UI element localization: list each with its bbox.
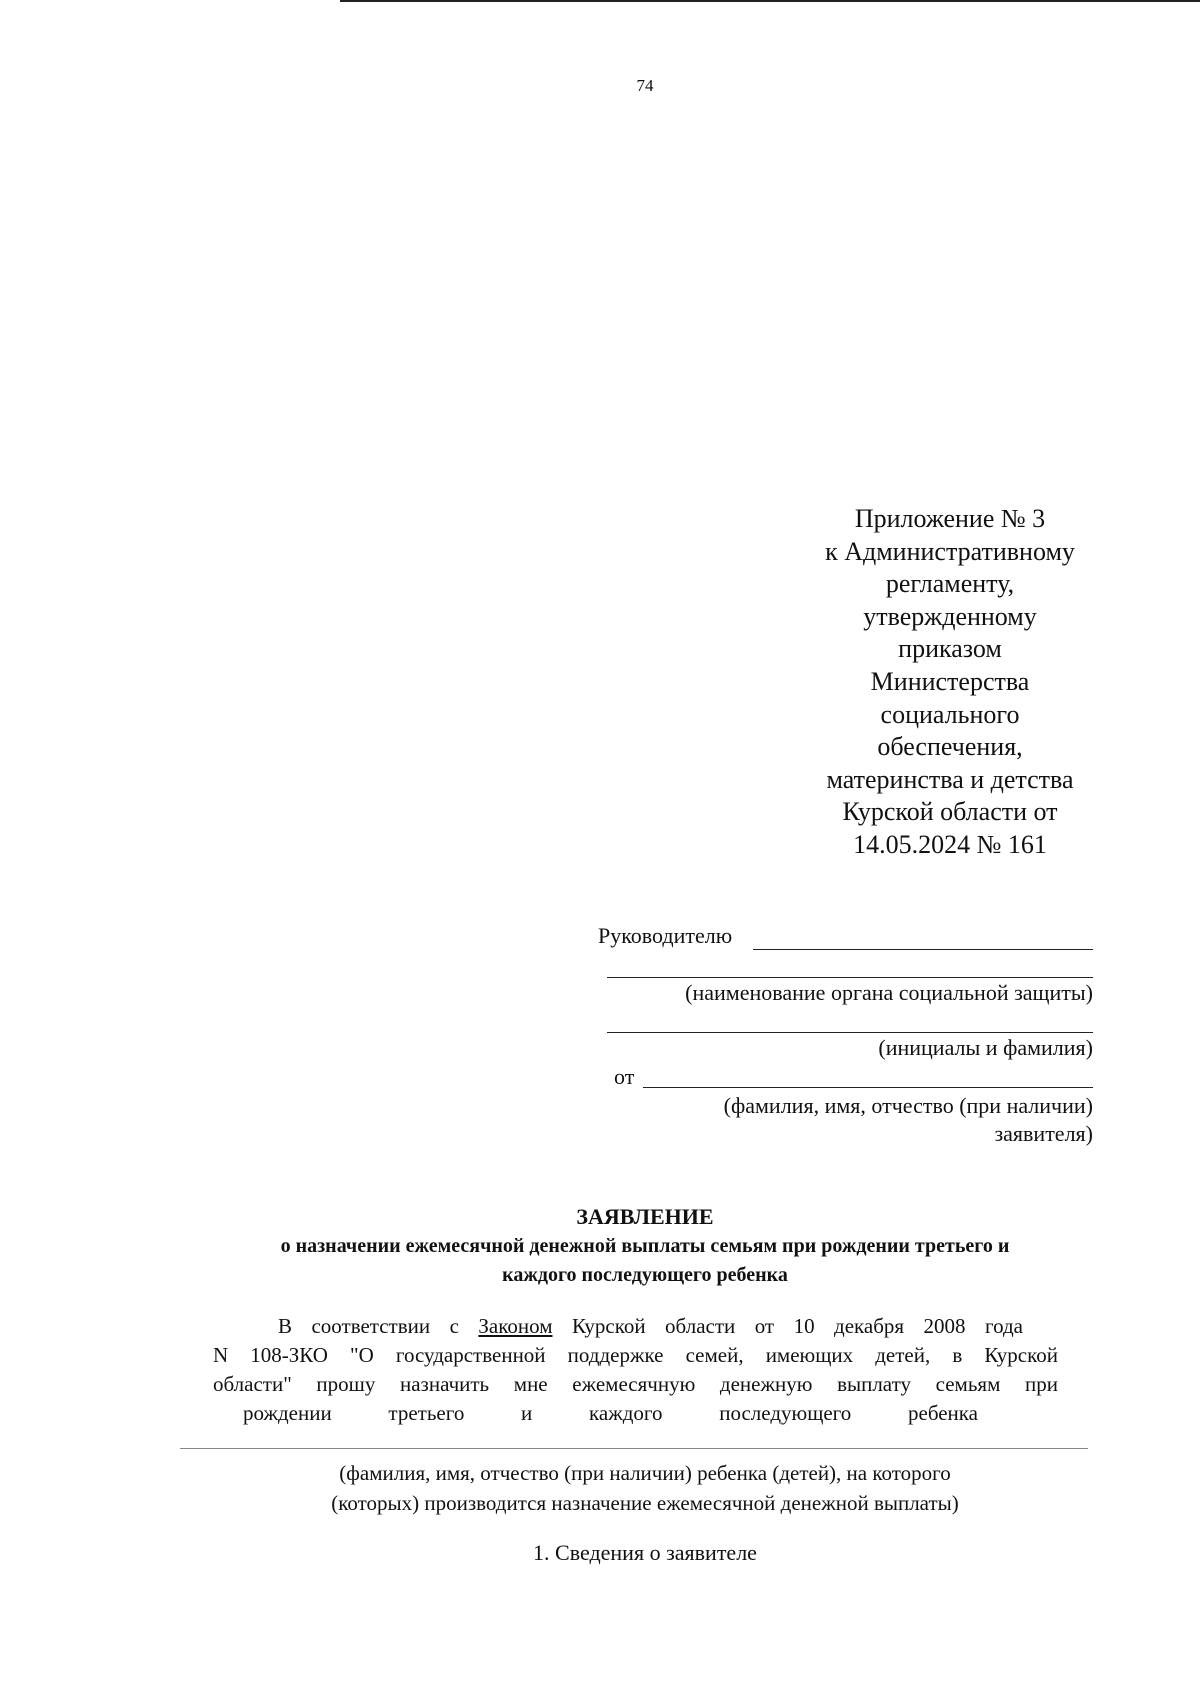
appendix-line: приказом [898,634,1002,664]
law-link[interactable]: Законом [478,1314,553,1338]
to-head-label: Руководителю [598,923,733,948]
appendix-line: Министерства [870,666,1030,696]
initials-caption: (инициалы и фамилия) [878,1035,1093,1060]
document-title: ЗАЯВЛЕНИЕ [576,1204,714,1229]
paragraph-line: области" прошу назначить мне ежемесячную денежную выплату семьям при [213,1372,1058,1396]
applicant-field-line[interactable] [643,1087,1093,1088]
child-caption [180,1458,1110,1518]
section-heading-applicant: 1. Сведения о заявителе [533,1540,757,1565]
paragraph-line: рождении третьего и каждого последующего ребенка [243,1401,978,1425]
appendix-line: материнства и детства [826,764,1074,794]
paragraph-line [278,1312,1023,1341]
applicant-caption-cont: заявителя) [994,1121,1093,1146]
applicant-caption: (фамилия, имя, отчество (при наличии) [723,1093,1093,1118]
appendix-line: утвержденному [863,601,1037,631]
child-caption-line: (фамилия, имя, отчество (при наличии) ребенка (детей), на которого [339,1461,951,1485]
appendix-line: обеспечения, [877,732,1023,762]
subtitle-line: каждого последующего ребенка [502,1264,788,1286]
head-field-line[interactable] [753,949,1093,950]
org-field-line[interactable] [607,977,1093,978]
paragraph-text: В соответствии с [278,1314,459,1338]
appendix-block [790,503,1110,862]
child-name-field-line[interactable] [180,1448,1088,1449]
subtitle-line: о назначении ежемесячной денежной выплаты семьям при рождении третьего и [280,1235,1010,1257]
appendix-line: Приложение № 3 [854,504,1046,533]
appendix-line: 14.05.2024 № 161 [853,829,1047,859]
appendix-line: социального [880,699,1020,729]
paragraph-text: Курской области от 10 декабря 2008 года [571,1314,1024,1338]
application-paragraph [213,1312,1058,1428]
appendix-line: Курской области от [842,797,1058,827]
initials-field-line[interactable] [607,1032,1093,1033]
org-caption: (наименование органа социальной защиты) [685,980,1093,1005]
document-subtitle [180,1232,1110,1290]
paragraph-line: N 108-ЗКО "О государственной поддержке семей, имеющих детей, в Курской [213,1343,1058,1367]
page-number: 74 [636,76,654,95]
from-label: от [614,1064,635,1089]
appendix-line: регламенту, [885,569,1015,599]
top-edge-line [340,0,1200,2]
child-caption-line: (которых) производится назначение ежемесячной денежной выплаты) [331,1491,959,1515]
appendix-line: к Административному [825,536,1075,566]
